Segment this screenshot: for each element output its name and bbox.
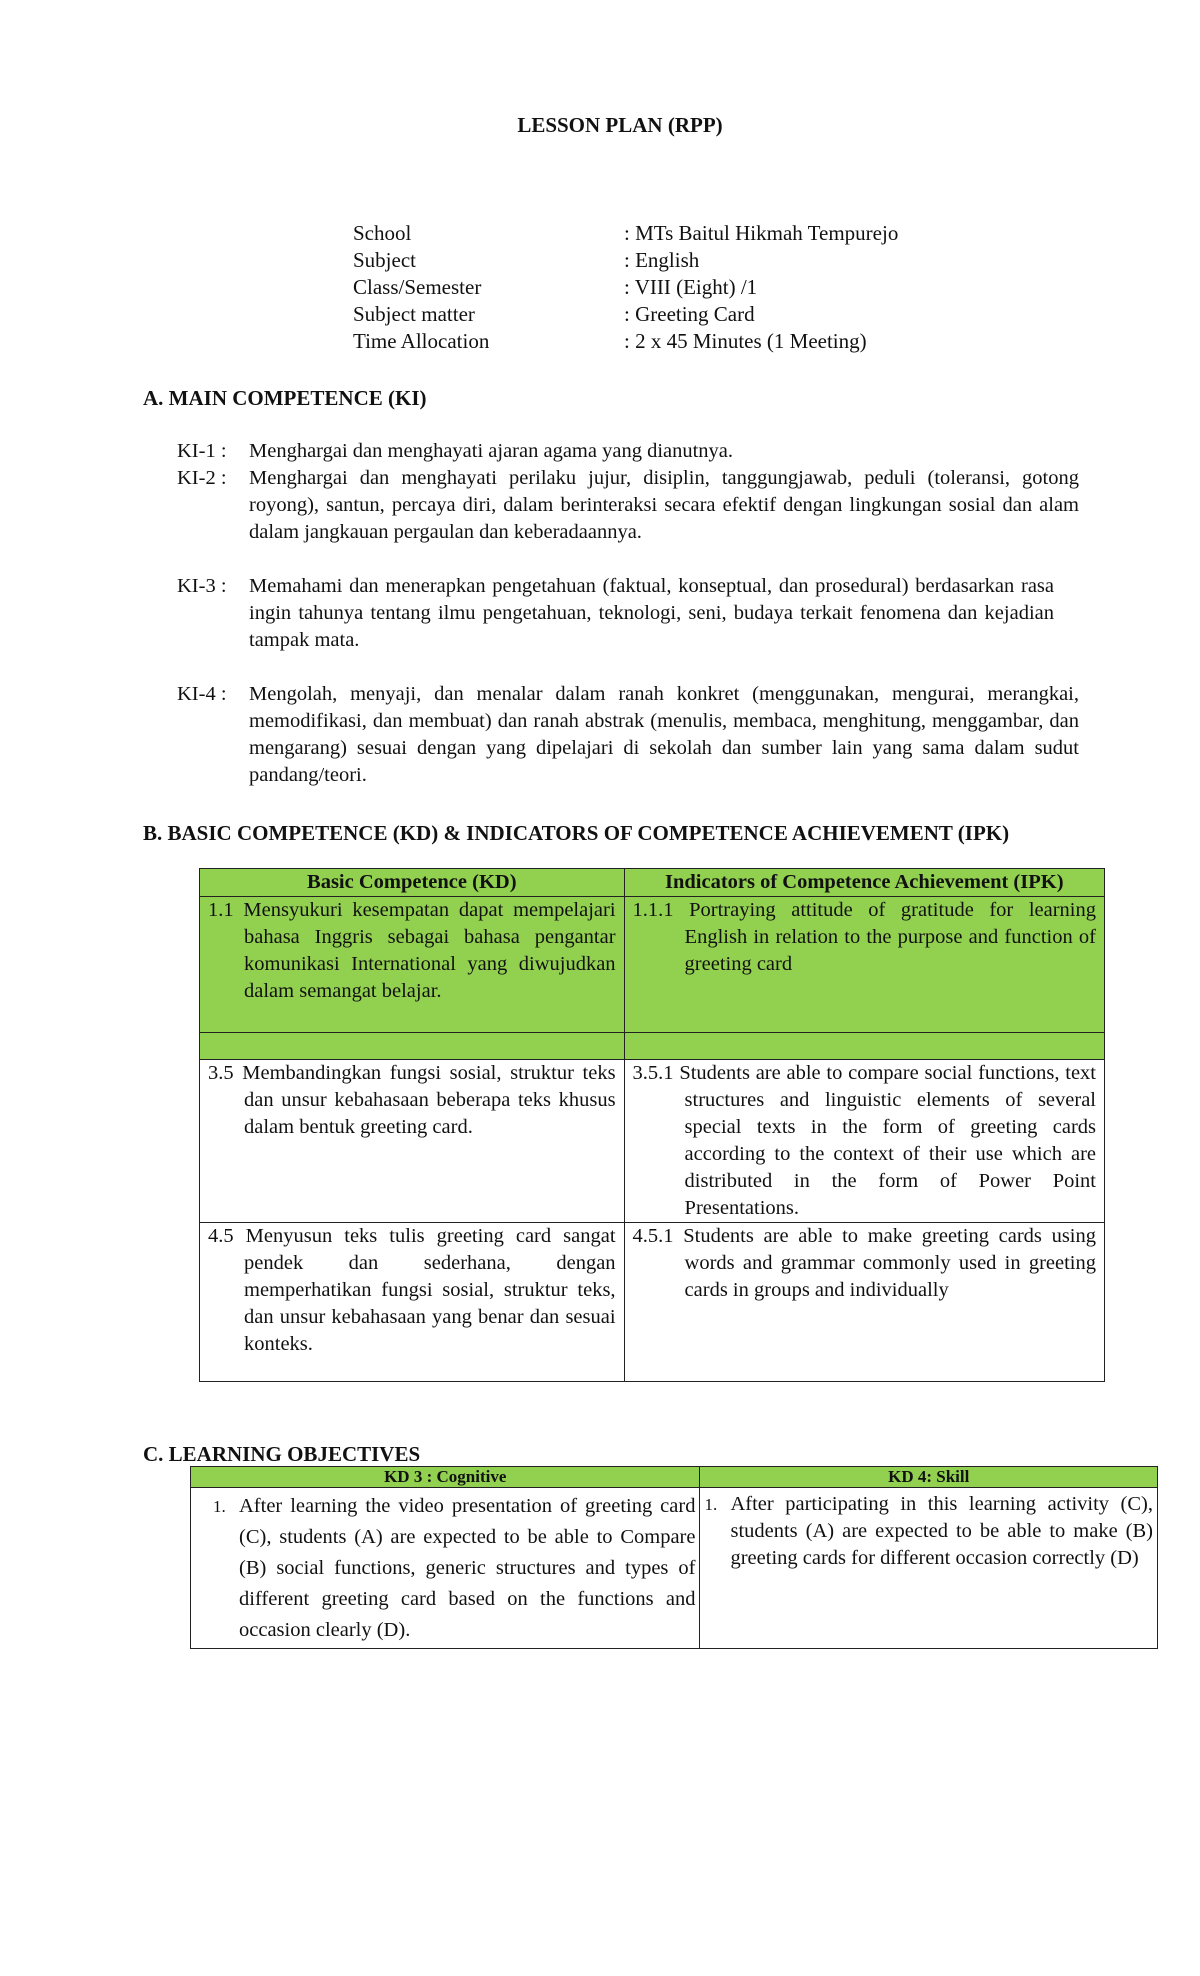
skill-objective — [704, 1491, 1153, 1572]
kd-cell: 1.1 Mensyukuri kesempatan dapat mempelajari bahasa Inggris sebagai bahasa pengantar komunikasi International yang diwujudkan dalam semangat belajar. — [208, 899, 616, 1002]
info-value: : English — [624, 248, 700, 272]
ipk-cell: 3.5.1 Students are able to compare social functions, text structures and linguistic elements of several special texts in the form of greeting cards according to the context of their use which are distributed in the form of Power Point Presentations. — [632, 1062, 1096, 1219]
ki-text: Mengolah, menyaji, dan menalar dalam ranah konkret (menggunakan, mengurai, merangkai, memodifikasi, dan membuat) dan ranah abstrak (menulis, membaca, menghitung, menggambar, dan mengarang) sesuai dengan yang dipelajari di sekolah dan sumber lain yang sama dalam sudut pandang/teori. — [249, 683, 1079, 786]
table-header-row — [191, 1467, 1158, 1488]
info-label: Subject matter — [353, 302, 475, 326]
ki-code: KI-3 : — [177, 575, 227, 597]
info-value: : VIII (Eight) /1 — [624, 275, 758, 299]
ipk-cell: 1.1.1 Portraying attitude of gratitude for learning English in relation to the purpose and function of greeting card — [632, 899, 1096, 975]
kd-cell: 3.5 Membandingkan fungsi sosial, struktur teks dan unsur kebahasaan beberapa teks khusus dalam bentuk greeting card. — [208, 1062, 616, 1138]
section-c-heading: C. LEARNING OBJECTIVES — [143, 1442, 421, 1466]
table-header-row — [200, 869, 1105, 897]
cognitive-column-header: KD 3 : Cognitive — [191, 1467, 700, 1488]
ki-text: Memahami dan menerapkan pengetahuan (faktual, konseptual, dan prosedural) berdasarkan rasa ingin tahunya tentang ilmu pengetahuan, teknologi, seni, budaya terkait fenomena dan kejadian tampak mata. — [249, 575, 1054, 651]
section-a-heading: A. MAIN COMPETENCE (KI) — [143, 386, 427, 410]
ki-code: KI-2 : — [177, 467, 227, 489]
ipk-cell: 4.5.1 Students are able to make greeting cards using words and grammar commonly used in greeting cards in groups and individually — [632, 1225, 1096, 1301]
competence-table — [199, 868, 1105, 1382]
ki-code: KI-1 : — [177, 440, 227, 462]
learning-objectives-table — [190, 1466, 1158, 1649]
table-row — [200, 1223, 1105, 1382]
kd-column-header: Basic Competence (KD) — [200, 869, 625, 897]
info-value: : 2 x 45 Minutes (1 Meeting) — [624, 329, 867, 353]
skill-objective-text: After participating in this learning activity (C), students (A) are expected to be able to make (B) greeting cards for different occasion correctly (D) — [730, 1493, 1153, 1569]
info-label: Time Allocation — [353, 329, 490, 353]
info-value: : Greeting Card — [624, 302, 755, 326]
ki-text: Menghargai dan menghayati perilaku jujur, disiplin, tanggungjawab, peduli (toleransi, gotong royong), santun, percaya diri, dalam berinteraksi secara efektif dengan lingkungan sosial dan alam dalam jangkauan pergaulan dan keberadaannya. — [249, 467, 1079, 543]
page-title: LESSON PLAN (RPP) — [517, 113, 723, 137]
info-label: Class/Semester — [353, 275, 482, 299]
table-row — [191, 1488, 1158, 1649]
list-number: 1. — [213, 1497, 226, 1516]
info-label: School — [353, 221, 412, 245]
ki-code: KI-4 : — [177, 683, 227, 705]
ki-text: Menghargai dan menghayati ajaran agama yang dianutnya. — [249, 440, 734, 462]
info-value: : MTs Baitul Hikmah Tempurejo — [624, 221, 899, 245]
list-number: 1. — [704, 1495, 718, 1514]
table-row — [200, 897, 1105, 1033]
identity-block — [0, 220, 1200, 360]
section-b-heading: B. BASIC COMPETENCE (KD) & INDICATORS OF COMPETENCE ACHIEVEMENT (IPK) — [143, 821, 1010, 845]
cognitive-objective — [195, 1491, 695, 1646]
ipk-column-header: Indicators of Competence Achievement (IPK) — [624, 869, 1104, 897]
table-row — [200, 1060, 1105, 1223]
skill-column-header: KD 4: Skill — [700, 1467, 1158, 1488]
table-row-empty — [200, 1033, 1105, 1060]
info-label: Subject — [353, 248, 416, 272]
ki-list — [0, 438, 1200, 798]
cognitive-objective-text: After learning the video presentation of greeting card (C), students (A) are expected to be able to Compare (B) social functions, generic structures and types of different greeting card based on the functions and occasion clearly (D). — [239, 1495, 696, 1641]
kd-cell: 4.5 Menyusun teks tulis greeting card sangat pendek dan sederhana, dengan memperhatikan fungsi sosial, struktur teks, dan unsur kebahasaan yang benar dan sesuai konteks. — [208, 1225, 616, 1355]
